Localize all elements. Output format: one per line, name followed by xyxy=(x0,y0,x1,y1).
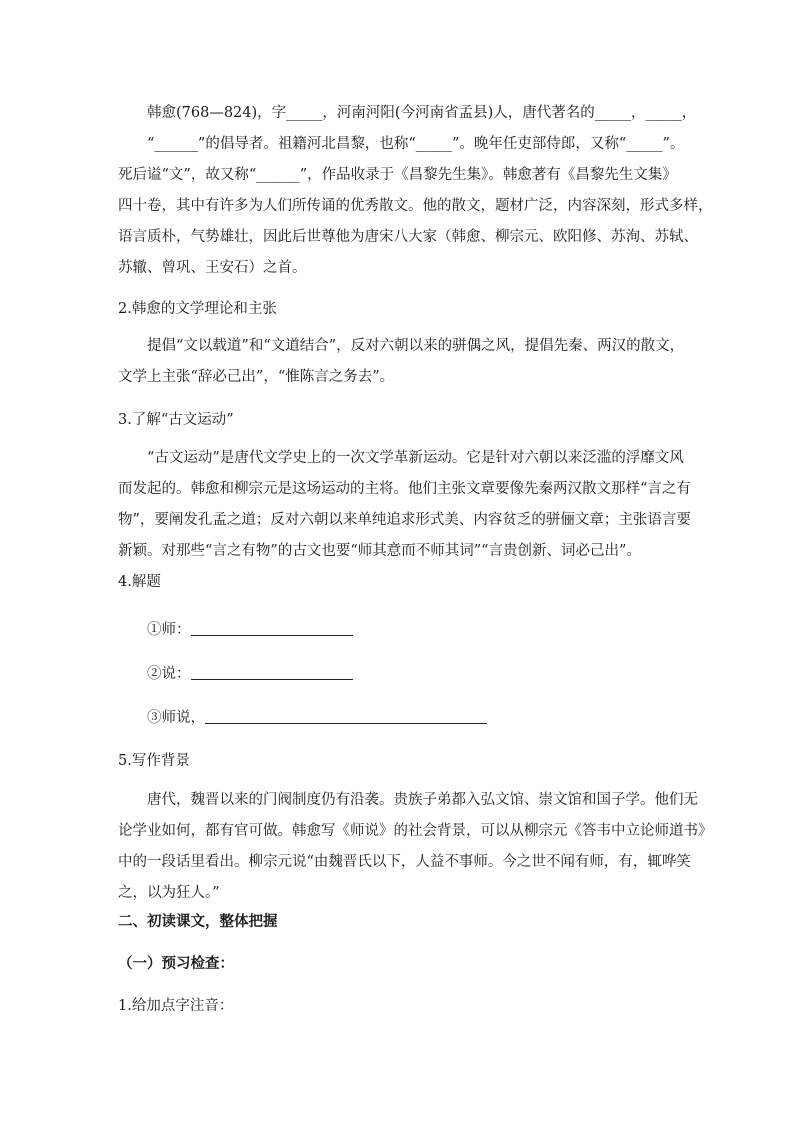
section3-line: 新颖。对那些“言之有物”的古文也要“师其意而不师其词”“言贵创新、词必己出”。 xyxy=(118,543,641,559)
fill-blank-row xyxy=(147,619,353,640)
section5-paragraph xyxy=(118,785,713,909)
fill-blank-line[interactable] xyxy=(191,663,353,680)
section5-line: 唐代，魏晋以来的门阀制度仍有沿袭。贵族子弟都入弘文馆、崇文馆和国子学。他们无 xyxy=(147,792,698,808)
intro-line: 死后谥“文”，故又称“______”，作品收录于《昌黎先生集》。韩愈著有《昌黎先生文集》 xyxy=(118,167,677,183)
section-heading: 5.写作背景 xyxy=(118,753,190,769)
part-heading: 二、初读课文，整体把握 xyxy=(118,913,278,930)
intro-paragraph xyxy=(118,98,713,284)
fill-blank-label: ①师： xyxy=(147,622,191,638)
section2-line: 提倡“文以载道”和“文道结合”，反对六朝以来的骈偶之风，提倡先秦、两汉的散文， xyxy=(147,338,685,354)
fill-blank-line[interactable] xyxy=(191,619,353,636)
section3-paragraph xyxy=(118,443,690,567)
section3-line: 而发起的。韩愈和柳宗元是这场运动的主将。他们主张文章要像先秦两汉散文那样“言之有 xyxy=(118,481,691,497)
section3-line: 物”，要阐发孔孟之道；反对六朝以来单纯追求形式美、内容贫乏的骈俪文章；主张语言要 xyxy=(118,512,691,528)
intro-line: “______”的倡导者。祖籍河北昌黎，也称“_____”。晚年任吏部侍郎，又称“_____”。 xyxy=(147,136,685,152)
section5-line: 论学业如何，都有官可做。韩愈写《师说》的社会背景，可以从柳宗元《答韦中立论师道书》 xyxy=(118,823,713,839)
question-item: 1.给加点字注音： xyxy=(118,998,234,1014)
intro-line: 韩愈(768—824)，字_____，河南河阳(今河南省孟县)人，唐代著名的_____，_____， xyxy=(147,105,697,121)
section5-line: 中的一段话里看出。柳宗元说“由魏晋氏以下，人益不事师。今之世不闻有师，有，辄哗笑 xyxy=(118,854,691,870)
fill-blank-line[interactable] xyxy=(205,707,487,724)
fill-blank-label: ③师说， xyxy=(147,710,205,726)
fill-blank-row xyxy=(147,663,353,684)
section-heading: 4.解题 xyxy=(118,574,161,590)
section5-line: 之，以为狂人。” xyxy=(118,885,220,901)
fill-blank-label: ②说： xyxy=(147,666,191,682)
section3-line: “古文运动”是唐代文学史上的一次文学革新运动。它是针对六朝以来泛滥的浮靡文风 xyxy=(147,450,684,466)
sub-heading: （一）预习检查： xyxy=(118,955,234,972)
section2-paragraph xyxy=(118,331,690,393)
intro-line: 四十卷，其中有许多为人们所传诵的优秀散文。他的散文，题材广泛，内容深刻，形式多样， xyxy=(118,198,713,214)
section-heading: 2.韩愈的文学理论和主张 xyxy=(118,301,277,317)
fill-blank-row xyxy=(147,707,487,728)
section-heading: 3.了解“古文运动” xyxy=(118,412,234,428)
intro-line: 语言质朴，气势雄壮，因此后世尊他为唐宋八大家（韩愈、柳宗元、欧阳修、苏洵、苏轼、 xyxy=(118,229,698,245)
intro-line: 苏辙、曾巩、王安石）之首。 xyxy=(118,260,307,276)
section2-line: 文学上主张“辞必己出”，“惟陈言之务去”。 xyxy=(118,369,395,385)
